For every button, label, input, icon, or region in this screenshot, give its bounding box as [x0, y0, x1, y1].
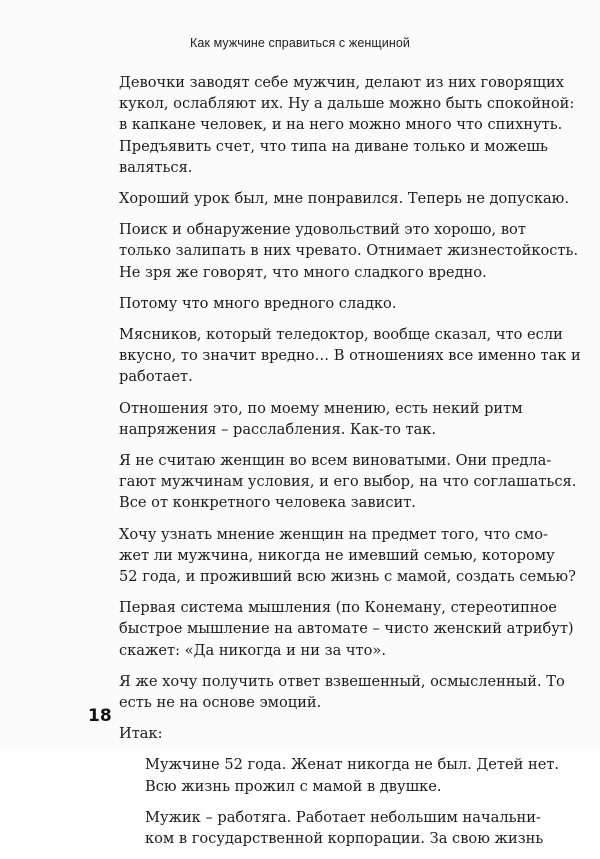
paragraph — [101, 219, 579, 283]
text-line: Потому что много вредного сладко. — [119, 294, 397, 312]
body-text — [101, 72, 581, 859]
running-header: Как мужчине справиться с женщиной — [190, 36, 410, 50]
text-line: Хороший урок был, мне понравился. Теперь не допускаю. — [119, 190, 569, 208]
text-line: в капкане человек, и на него можно много что спихнуть. — [119, 116, 563, 134]
indented-paragraph — [101, 807, 544, 849]
text-line: Я же хочу получить ответ взвешенный, осмысленный. То — [119, 672, 565, 690]
text-line: Итак: — [119, 725, 163, 743]
text-line: работает. — [119, 368, 193, 386]
text-line: Все от конкретного человека зависит. — [119, 494, 416, 512]
text-line: Предъявить счет, что типа на диване только и можешь — [119, 137, 549, 155]
text-line: Девочки заводят себе мужчин, делают из них говорящих — [119, 74, 564, 91]
text-line: Хочу узнать мнение женщин на предмет того, что смо- — [119, 525, 548, 543]
text-line: напряжения – расслабления. Как-то так. — [119, 420, 437, 438]
text-line: ком в государственной корпорации. За свою жизнь — [145, 830, 544, 848]
paragraph — [101, 293, 514, 314]
text-line: 52 года, и проживший всю жизнь с мамой, создать семью? — [119, 568, 576, 586]
text-line: Не зря же говорят, что много сладкого вредно. — [119, 263, 487, 281]
paragraph — [101, 72, 575, 178]
text-line: Поиск и обнаружение удовольствий это хорошо, вот — [119, 221, 526, 239]
text-line: гают мужчинам условия, и его выбор, на что соглашаться. — [119, 473, 577, 491]
text-line: Всю жизнь прожил с мамой в двушке. — [145, 777, 442, 795]
text-line: есть не на основе эмоций. — [119, 694, 322, 712]
text-line: валяться. — [119, 158, 193, 176]
text-line: Первая система мышления (по Конеману, стереотипное — [119, 599, 557, 617]
text-line: вкусно, то значит вредно… В отношениях все именно так и — [119, 347, 581, 365]
paragraph — [101, 524, 576, 588]
text-line: Отношения это, по моему мнению, есть некий ритм — [119, 399, 523, 417]
page-number: 18 — [88, 706, 112, 726]
paragraph — [101, 597, 574, 661]
paragraph — [101, 450, 577, 514]
text-line: кукол, ослабляют их. Ну а дальше можно быть спокойной: — [119, 95, 575, 113]
text-line: только залипать в них чревато. Отнимает жизнестойкость. — [119, 242, 579, 260]
paragraph — [101, 188, 569, 209]
paragraph — [101, 324, 581, 388]
text-line: Я не считаю женщин во всем виноватыми. Они предла- — [119, 452, 552, 470]
text-line: Мясников, который теледоктор, вообще сказал, что если — [119, 326, 563, 344]
paragraph — [101, 398, 523, 440]
indented-paragraph — [101, 754, 560, 796]
text-line: Мужик – работяга. Работает небольшим начальни- — [145, 808, 541, 826]
text-line: быстрое мышление на автомате – чисто женский атрибут) — [119, 620, 574, 638]
paragraph — [101, 671, 565, 713]
text-line: жет ли мужчина, никогда не имевший семью, которому — [119, 546, 555, 564]
paragraph-label — [101, 723, 514, 744]
text-line: Мужчине 52 года. Женат никогда не был. Детей нет. — [145, 756, 560, 774]
text-line: скажет: «Да никогда и ни за что». — [119, 641, 386, 659]
